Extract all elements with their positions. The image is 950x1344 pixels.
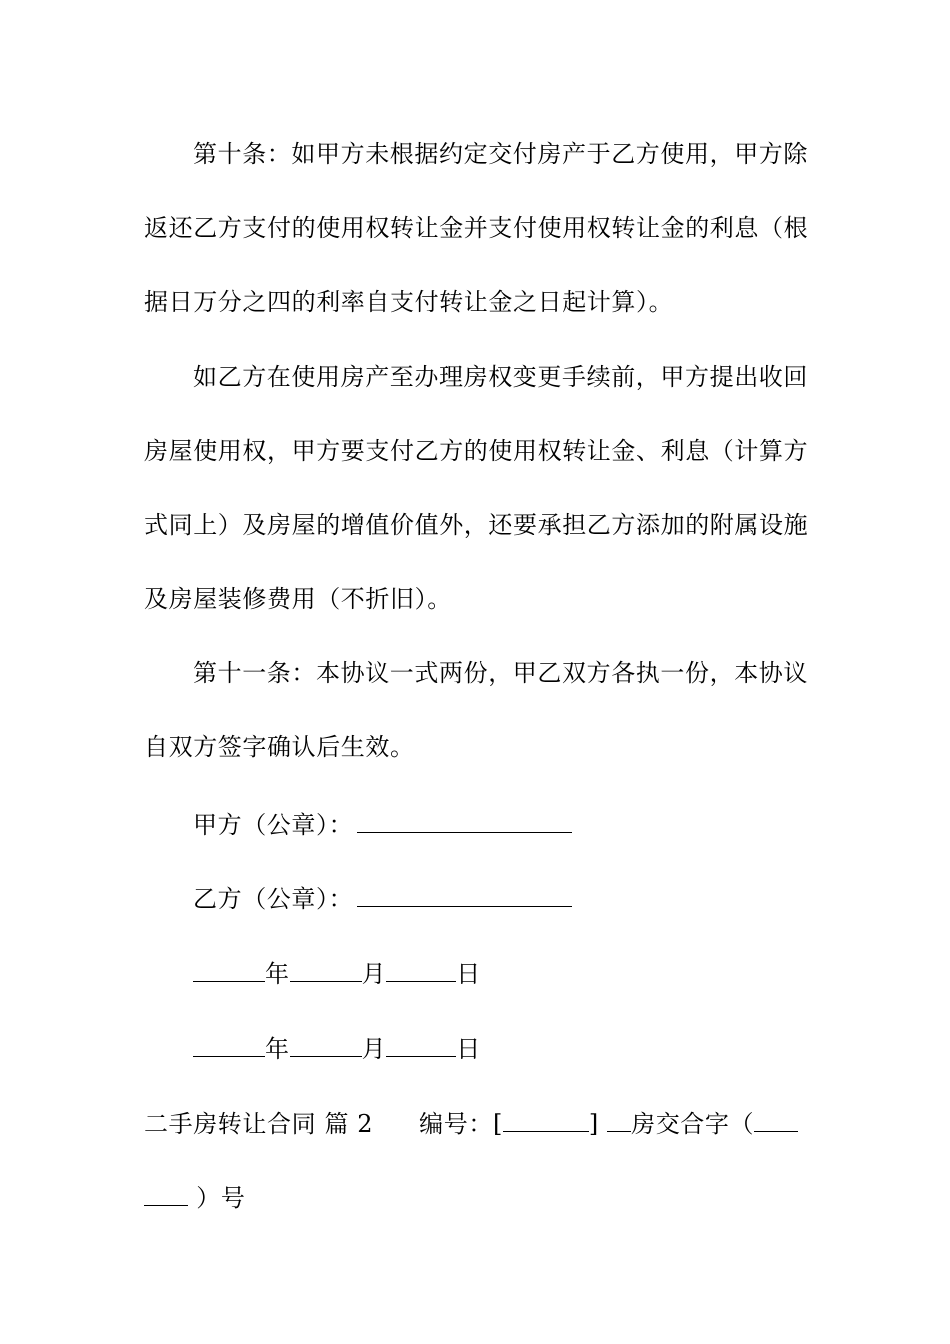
next-contract-title: 二手房转让合同 xyxy=(144,1110,317,1138)
contract-prefix-blank[interactable] xyxy=(607,1105,631,1132)
article10-line-1: 第十条：如甲方未根据约定交付房产于乙方使用，甲方除 xyxy=(193,140,808,168)
contract-serial-blank-start[interactable] xyxy=(754,1105,798,1132)
party-b-label: 乙方（公章）： xyxy=(193,885,354,913)
article10-extra-line-1: 如乙方在使用房产至办理房权变更手续前，甲方提出收回 xyxy=(193,363,808,391)
article11-line-1: 第十一条：本协议一式两份，甲乙双方各执一份，本协议 xyxy=(193,659,808,687)
date-2-year-label: 年 xyxy=(265,1035,290,1063)
date-1-year-blank[interactable] xyxy=(193,955,265,982)
date-1-year-label: 年 xyxy=(265,960,290,988)
date-2-month-blank[interactable] xyxy=(290,1030,362,1057)
party-a-signature-blank[interactable] xyxy=(357,806,572,833)
date-2-day-label: 日 xyxy=(456,1035,481,1063)
contract-type-text: 房交合字（ xyxy=(631,1110,755,1138)
date-1-month-blank[interactable] xyxy=(290,955,362,982)
party-a-signature xyxy=(193,806,863,841)
contract-serial-blank-end[interactable] xyxy=(144,1179,188,1206)
date-1-month-label: 月 xyxy=(361,960,387,988)
next-contract-header xyxy=(144,1105,824,1140)
party-b-signature xyxy=(193,880,863,915)
next-contract-header-cont xyxy=(144,1179,814,1214)
contract-number-label: 编号：[ xyxy=(419,1110,503,1138)
party-b-signature-blank[interactable] xyxy=(357,880,572,907)
contract-number-blank[interactable] xyxy=(503,1105,589,1132)
date-line-1 xyxy=(193,955,863,990)
next-contract-part: 篇 2 xyxy=(324,1110,374,1138)
contract-number-bracket-close: ] xyxy=(588,1110,599,1138)
date-1-day-label: 日 xyxy=(456,960,481,988)
article10-extra-line-3: 式同上）及房屋的增值价值外，还要承担乙方添加的附属设施 xyxy=(144,511,809,539)
date-line-2 xyxy=(193,1030,863,1065)
article10-line-2: 返还乙方支付的使用权转让金并支付使用权转让金的利息（根 xyxy=(144,214,809,242)
article10-extra-line-4: 及房屋装修费用（不折旧）。 xyxy=(144,585,452,613)
contract-end-text: ）号 xyxy=(196,1184,246,1212)
date-2-month-label: 月 xyxy=(361,1035,387,1063)
party-a-label: 甲方（公章）： xyxy=(193,811,354,839)
article10-extra-line-2: 房屋使用权，甲方要支付乙方的使用权转让金、利息（计算方 xyxy=(144,437,809,465)
article11-line-2: 自双方签字确认后生效。 xyxy=(144,733,415,761)
date-1-day-blank[interactable] xyxy=(386,955,456,982)
article10-line-3: 据日万分之四的利率自支付转让金之日起计算）。 xyxy=(144,288,674,316)
date-2-year-blank[interactable] xyxy=(193,1030,265,1057)
date-2-day-blank[interactable] xyxy=(386,1030,456,1057)
